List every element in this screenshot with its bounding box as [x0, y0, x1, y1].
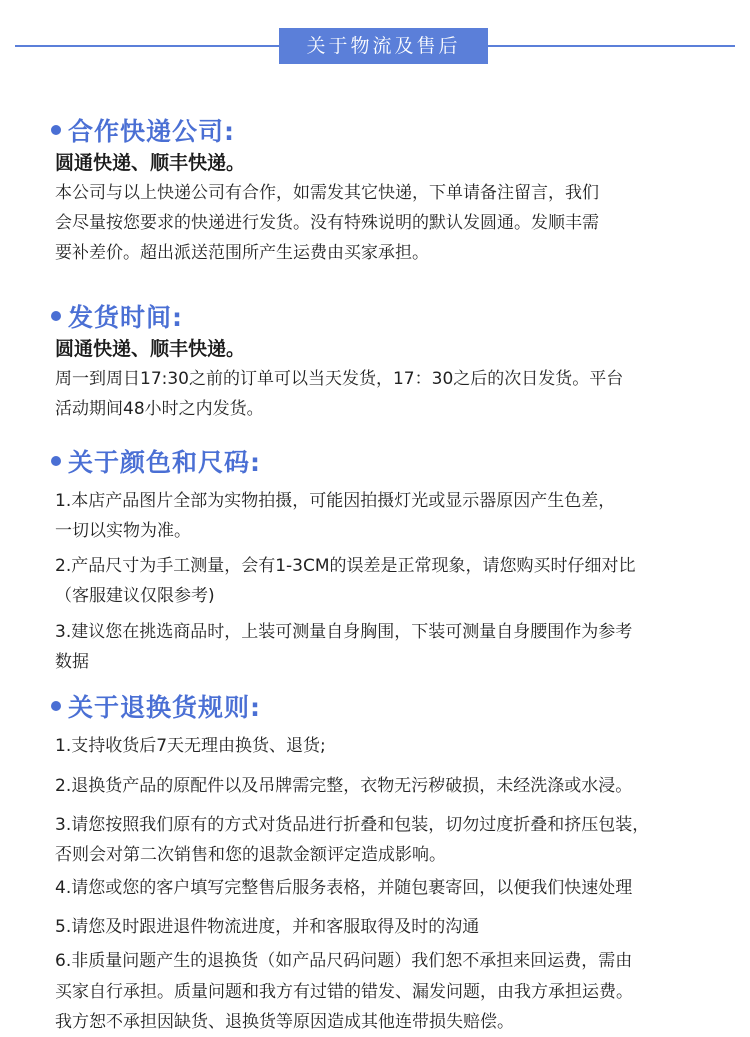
heading-text: 发货时间: — [68, 303, 183, 332]
section-heading — [51, 112, 235, 148]
paragraph-line: 6.非质量问题产生的退换货（如产品尺码问题）我们恕不承担来回运费，需由 — [55, 951, 633, 971]
paragraph-line: 3.请您按照我们原有的方式对货品进行折叠和包装，切勿过度折叠和挤压包装， — [55, 815, 650, 835]
paragraph-line: 我方恕不承担因缺货、退换货等原因造成其他连带损失赔偿。 — [55, 1012, 514, 1032]
heading-text: 关于颜色和尺码: — [68, 448, 261, 477]
paragraph-line: 5.请您及时跟进退件物流进度，并和客服取得及时的沟通 — [55, 917, 480, 937]
section-subtitle: 圆通快递、顺丰快递。 — [55, 338, 246, 360]
paragraph-line: 否则会对第二次销售和您的退款金额评定造成影响。 — [55, 845, 446, 865]
bullet-dot-icon — [51, 125, 61, 135]
paragraph-line: 活动期间48小时之内发货。 — [55, 399, 264, 419]
paragraph-line: （客服建议仅限参考) — [55, 586, 215, 606]
bullet-dot-icon — [51, 311, 61, 321]
paragraph-line: 1.本店产品图片全部为实物拍摄，可能因拍摄灯光或显示器原因产生色差， — [55, 491, 616, 511]
section-heading — [51, 298, 183, 334]
paragraph-line: 本公司与以上快递公司有合作，如需发其它快递，下单请备注留言，我们 — [55, 183, 599, 203]
paragraph-line: 要补差价。超出派送范围所产生运费由买家承担。 — [55, 243, 429, 263]
heading-text: 关于退换货规则: — [68, 693, 261, 722]
section-heading — [51, 443, 261, 479]
paragraph-line: 2.产品尺寸为手工测量，会有1-3CM的误差是正常现象，请您购买时仔细对比 — [55, 556, 636, 576]
bullet-dot-icon — [51, 701, 61, 711]
paragraph-line: 2.退换货产品的原配件以及吊牌需完整，衣物无污秽破损，未经洗涤或水浸。 — [55, 776, 633, 796]
paragraph-line: 会尽量按您要求的快递进行发货。没有特殊说明的默认发圆通。发顺丰需 — [55, 213, 599, 233]
banner-title: 关于物流及售后 — [279, 28, 488, 64]
section-subtitle: 圆通快递、顺丰快递。 — [55, 152, 246, 174]
paragraph-line: 周一到周日17:30之前的订单可以当天发货，17：30之后的次日发货。平台 — [55, 369, 624, 389]
paragraph-line: 一切以实物为准。 — [55, 521, 191, 541]
section-heading — [51, 688, 261, 724]
bullet-dot-icon — [51, 456, 61, 466]
section-banner — [0, 28, 750, 64]
paragraph-line: 1.支持收货后7天无理由换货、退货; — [55, 736, 326, 756]
paragraph-line: 3.建议您在挑选商品时，上装可测量自身胸围，下装可测量自身腰围作为参考 — [55, 622, 633, 642]
paragraph-line: 4.请您或您的客户填写完整售后服务表格，并随包裹寄回，以便我们快速处理 — [55, 878, 633, 898]
heading-text: 合作快递公司: — [68, 117, 235, 146]
banner-divider-right — [488, 45, 735, 47]
paragraph-line: 买家自行承担。质量问题和我方有过错的错发、漏发问题，由我方承担运费。 — [55, 982, 633, 1002]
paragraph-line: 数据 — [55, 652, 89, 672]
banner-divider-left — [15, 45, 279, 47]
